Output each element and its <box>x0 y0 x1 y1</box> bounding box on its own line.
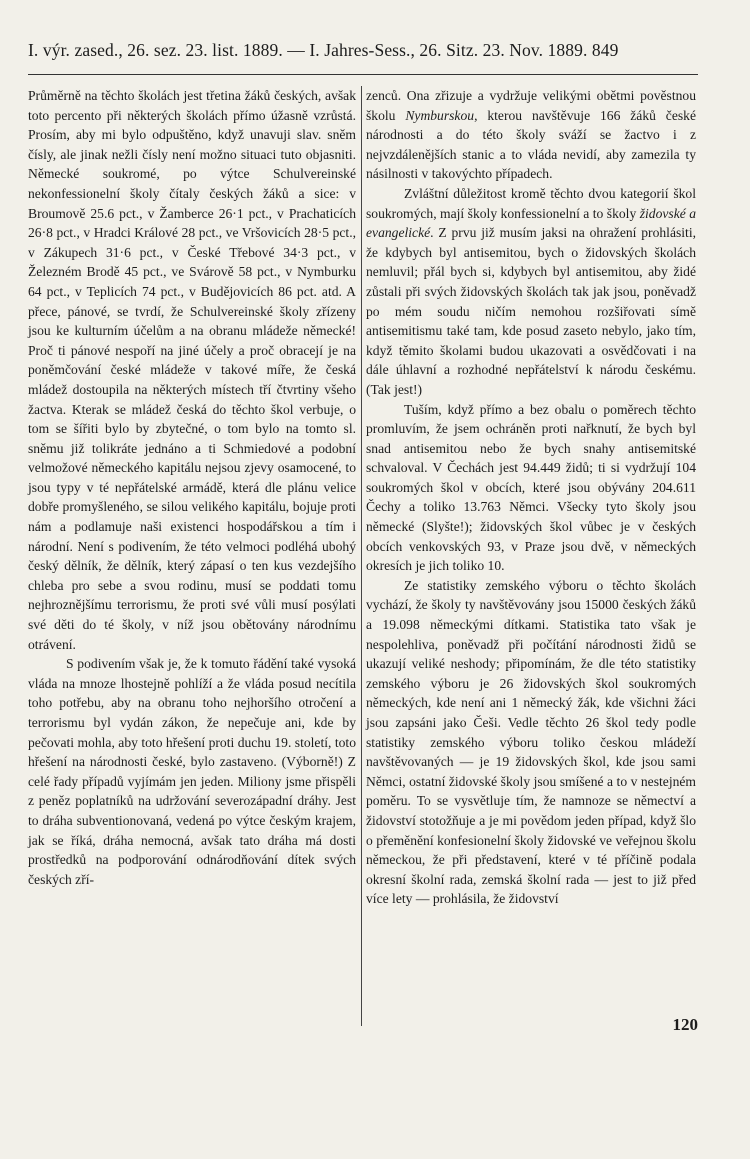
left-paragraph-2: S podivením však je, že k tomuto řádění také vysoká vláda na mnoze lhostejně pohlíží a že vláda posud necítila toho potřebu, aby na obranu toho nejhoršího otročení a terrorismu byl vydán zákon, že nepečuje ani, kde by pečovati mohla, aby toto hřešení proti duchu 19. století, toto hřešení na národnosti české, bylo zastaveno. (Výborně!) Z celé řady případů vyjímám jen jeden. Miliony jsme přispěli z peněz poplatníků na udržování severozápadní dráhy. Jest to dráha subventionovaná, vedená po výtce českým krajem, jak se říká, dráha nemocná, avšak tato dráha má dosti prostředků na podporování odnárodňování dítek svých českých zří- <box>28 656 356 887</box>
school-type-emphasis: židovské a evangelické <box>366 205 696 241</box>
page-header: I. výr. zased., 26. sez. 23. list. 1889. — I. Jahres-Sess., 26. Sitz. 23. Nov. 1889. 849 <box>28 40 619 60</box>
right-paragraph-1 <box>366 86 696 184</box>
right-paragraph-1-text-c: , kterou navštěvuje 166 žáků české národnosti a do této školy sváží se žactvo i z nejvzdálenějších stanic a to vláda nevidí, aby zamezila ty násilnosti v takovýchto případech. <box>366 107 696 182</box>
right-column <box>366 86 696 909</box>
school-name-emphasis: Nymburskou <box>405 107 475 123</box>
page-number: 120 <box>672 1015 698 1034</box>
right-paragraph-4: Ze statistiky zemského výboru o těchto školách vychází, že školy ty navštěvovány jsou 15000 českých žáků a 19.098 německými dítkami. Statistika tato však je nespolehliva, poněvadž při počítání národnosti židů se ukazují veliké neshody; připomínám, že dle této statistiky zemského výboru je 26 židovských škol soukromých německých, kde není ani 1 německý žák, kde všichni žáci jsou zapsáni jako Češi. Vedle těchto 26 škol tedy podle statistiky zemského výboru toliko českou mládeží navštěvovaných — je 19 židovských škol, kde jsou sami Němci, ostatní židovské školy jsou smíšené a to v nestejném poměru. To se vysvětluje tím, že namnoze se němectví a židovství stotožňuje a je mi povědom jeden případ, když šlo o přeměnění konfesionelní školy židovské ve veřejnou školu německou, že při představení, které v té příčině podala okresní školní rada, zemská školní rada — jest to již před více lety — prohlásila, že židovství <box>366 577 696 907</box>
header-rule <box>28 74 698 75</box>
right-paragraph-2 <box>366 184 696 400</box>
right-paragraph-3: Tuším, když přímo a bez obalu o poměrech těchto promluvím, že jsem ochráněn proti nařknutí, že bych byl snad antisemitou nebo že bych snahy antisemitské schvaloval. V Čechách jest 94.449 židů; ti si vydržují 104 soukromých škol v obcích, které jsou obývány 204.611 Čechy a toliko 13.763 Němci. Všecky tyto školy jsou německé (Slyšte!); židovských škol vůbec je v českých obcích venkovských 93, v Praze jsou dvě, v německých okresích je jich toliko 10. <box>366 401 696 574</box>
right-paragraph-2-text-a: Zvláštní důležitost kromě těchto dvou kategorií škol soukromých, mají školy konfessionelní a to školy <box>366 185 696 221</box>
left-paragraph-1: Průměrně na těchto školách jest třetina žáků českých, avšak toto percento při některých školách přímo úžasně vzrůstá. Prosím, aby mi bylo odpuštěno, když unavuji slav. sněm čísly, ale jinak nežli čísly není možno situaci tuto objasniti. Německé soukromé, po výtce Schulvereinské nekonfessionelní školy čítaly českých žáků a sice: v Broumově 25.6 pct., v Žamberce 26·1 pct., v Prachaticích 26·8 pct., v Hradci Králové 28 pct., ve Vršovicích 28·5 pct., v Zákupech 31·6 pct., v České Třebové 34·3 pct., v Železném Brodě 45 pct., ve Svárově 58 pct., v Nymburku 64 pct., v Teplicích 74 pct., v Budějovicích 86 pct. atd. A přece, pánové, se tvrdí, že Schulvereinské školy zřízeny jsou ke kulturním účelům a na obranu mládeže německé! Proč ti pánové nespoří na jiné účely a proč obracejí je na poněmčování české mládeže v takové míře, že česká mládež dostoupila na některých místech tří čtvrtiny všeho žactva. Kterak se mládež česká do těchto škol verbuje, o tom se šířiti bylo by zbytečné, o tom bylo na tomto sl. sněmu již tolikráte jednáno a ti Schmiedové a podobní velmožové německého kapitálu nejsou zjevy osamocené, to jsou typy v té nepřátelské armádě, která dle plánu velice dobře promyšleného, se silou velikého kapitálu, bojuje proti nám a podlamuje naši existenci hospodářskou a tím i národní. Není s podivením, že této velmoci podléhá ubohý český dělník, že dělník, který zápasí o ten kus vezdejšího chleba pro sebe a svou rodinu, musí se poddati tomu nejhroznějšímu terrorismu, že proti své vůli musí posýlati své děti do té školy, v níž jsou obětovány národnímu otrávení. <box>28 88 356 652</box>
right-paragraph-1-text-a: zenců. Ona zřizuje a vydržuje velikými obětmi pověstnou školu <box>366 88 696 123</box>
left-column <box>28 86 356 889</box>
column-divider <box>361 86 362 1026</box>
right-paragraph-2-text-c: . Z prvu již musím jaksi na ohražení prohlásiti, že kdybych byl antisemitou, bych o židovských školách nemluvil; přál bych si, kdybych byl antisemitou, aby židé zůstali při svých židovských školách tak jak jsou, poněvadž po mém soudu ničím nemohou rozšiřovati símě antisemitismu také tam, kde posud zaseto nebylo, jako tím, když těmito školami budou ukazovati a osvědčovati i na dále úhlavní a rozhodné nepřátelství k národu českému. (Tak jest!) <box>366 225 696 397</box>
